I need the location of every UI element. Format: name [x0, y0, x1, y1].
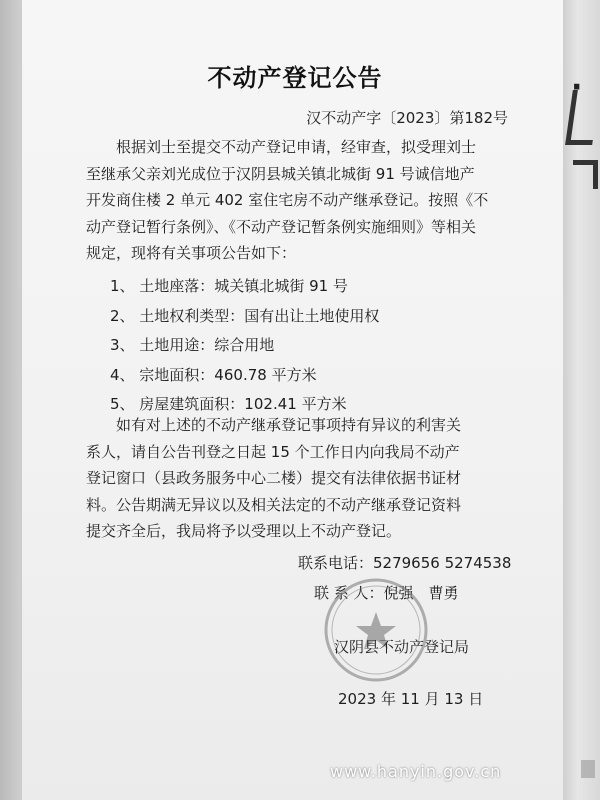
list-item: 1、 土地座落：城关镇北城街 91 号: [110, 277, 348, 295]
objection-line: 登记窗口（县政务服务中心二楼）提交有法律依据书证材: [86, 469, 462, 487]
document-number: 汉不动产字〔2023〕第182号: [306, 109, 508, 127]
objection-line: 料。公告期满无异议以及相关法定的不动产继承登记资料: [86, 495, 462, 514]
contact-person: 联 系 人：倪强 曹勇: [314, 584, 459, 602]
contact-phone: 联系电话：5279656 5274538: [298, 554, 512, 572]
intro-line: 开发商住楼 2 单元 402 室住宅房不动产继承登记。按照《不: [86, 191, 489, 209]
list-item: 2、 土地权利类型：国有出让土地使用权: [110, 306, 380, 325]
intro-line: 至继承父亲刘光成位于汉阴县城关镇北城街 91 号诚信地产: [86, 164, 475, 183]
notice-items-list: [110, 272, 490, 420]
objection-line: 提交齐全后，我局将予以受理以上不动产登记。: [86, 522, 402, 540]
notice-paper: [22, 0, 568, 800]
intro-line: 动产登记暂行条例》、《不动产登记暂条例实施细则》等相关: [86, 217, 477, 236]
list-item: 4、 宗地面积：460.78 平方米: [110, 365, 317, 384]
intro-line: 根据刘士至提交不动产登记申请，经审查，拟受理刘士: [116, 138, 477, 156]
notice-title: 不动产登记公告: [207, 64, 383, 92]
objection-line: 如有对上述的不动产继承登记事项持有异议的利害关: [116, 416, 462, 434]
wall-background: [0, 0, 22, 800]
intro-line: 规定，现将有关事项公告如下：: [86, 244, 297, 262]
list-item: 5、 房屋建筑面积：102.41 平方米: [110, 395, 347, 413]
website-watermark: www.hanyin.gov.cn: [330, 762, 502, 781]
official-seal: [322, 576, 430, 684]
issue-date: 2023 年 11 月 13 日: [338, 690, 484, 708]
objection-line: 系人，请自公告刊登之日起 15 个工作日内向我局不动产: [86, 442, 460, 461]
adjacent-poster: ·: [563, 0, 600, 800]
list-item: 3、 土地用途：综合用地: [110, 336, 275, 354]
issuing-authority: 汉阴县不动产登记局: [334, 638, 470, 656]
intro-paragraph: [86, 134, 498, 267]
objection-paragraph: [86, 412, 498, 545]
